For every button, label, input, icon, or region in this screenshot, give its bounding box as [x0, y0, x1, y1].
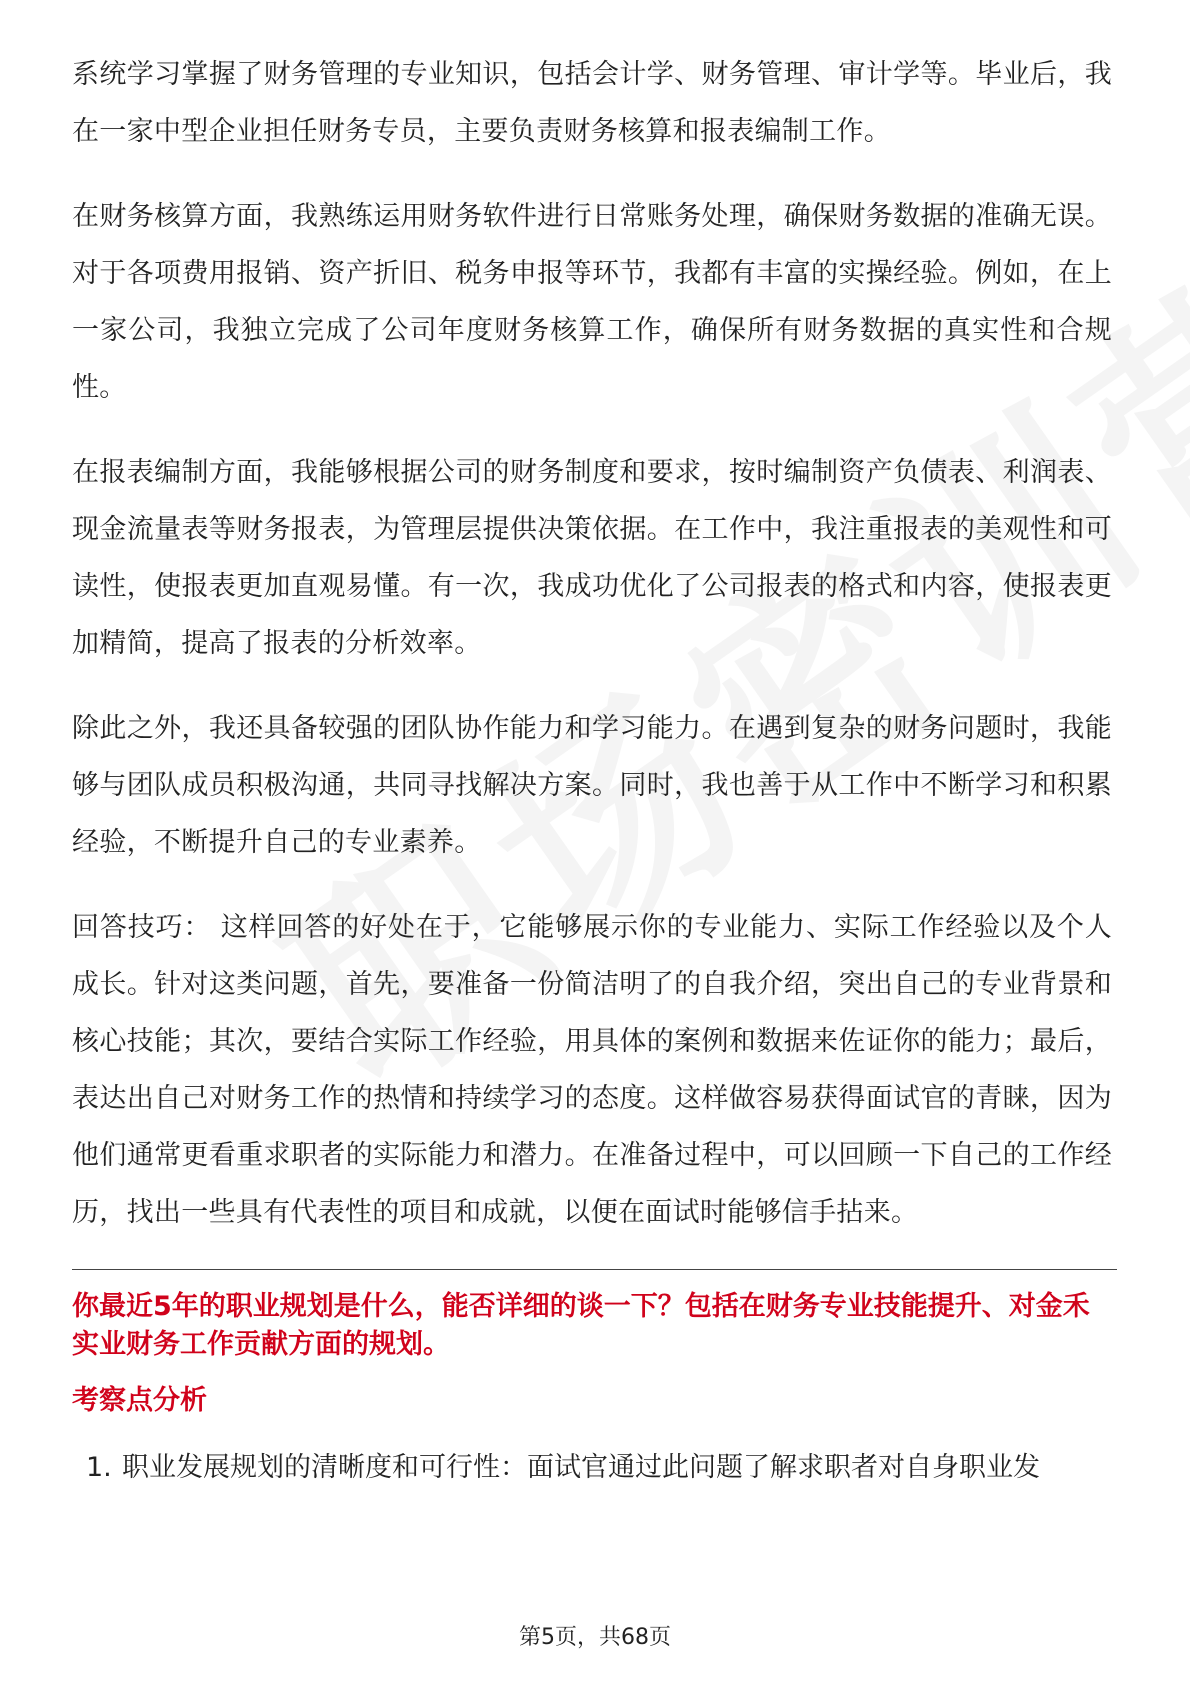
- section-divider: [72, 1269, 1117, 1270]
- analysis-section-title: 考察点分析: [72, 1385, 207, 1416]
- answer-tips-paragraph: 回答技巧： 这样回答的好处在于，它能够展示你的专业能力、实际工作经验以及个人成长。针对这类问题，首先，要准备一份简洁明了的自我介绍，突出自己的专业背景和核心技能；其次，要结合实际工作经验，用具体的案例和数据来佐证你的能力；最后，表达出自己对财务工作的热情和持续学习的态度。这样做容易获得面试官的青睐，因为他们通常更看重求职者的实际能力和潜力。在准备过程中，可以回顾一下自己的工作经历，找出一些具有代表性的项目和成就，以便在面试时能够信手拈来。: [72, 912, 1112, 1228]
- list-item-number: 1.: [86, 1452, 112, 1483]
- list-item: [86, 1448, 1112, 1488]
- list-item-text: 职业发展规划的清晰度和可行性：面试官通过此问题了解求职者对自身职业发: [122, 1452, 1040, 1483]
- paragraph-4: 除此之外，我还具备较强的团队协作能力和学习能力。在遇到复杂的财务问题时，我能够与团队成员积极沟通，共同寻找解决方案。同时，我也善于从工作中不断学习和积累经验，不断提升自己的专业素养。: [72, 713, 1112, 858]
- page-content: [72, 46, 1112, 1488]
- paragraph-2: 在财务核算方面，我熟练运用财务软件进行日常账务处理，确保财务数据的准确无误。对于各项费用报销、资产折旧、税务申报等环节，我都有丰富的实操经验。例如，在上一家公司，我独立完成了公司年度财务核算工作，确保所有财务数据的真实性和合规性。: [72, 201, 1112, 403]
- question-heading: 你最近5年的职业规划是什么，能否详细的谈一下？包括在财务专业技能提升、对金禾实业财务工作贡献方面的规划。: [72, 1291, 1090, 1360]
- paragraph-3: 在报表编制方面，我能够根据公司的财务制度和要求，按时编制资产负债表、利润表、现金流量表等财务报表，为管理层提供决策依据。在工作中，我注重报表的美观性和可读性，使报表更加直观易懂。有一次，我成功优化了公司报表的格式和内容，使报表更加精简，提高了报表的分析效率。: [72, 457, 1112, 659]
- page-footer: 第5页，共68页: [519, 1625, 671, 1650]
- paragraph-1: 系统学习掌握了财务管理的专业知识，包括会计学、财务管理、审计学等。毕业后，我在一家中型企业担任财务专员，主要负责财务核算和报表编制工作。: [72, 59, 1112, 147]
